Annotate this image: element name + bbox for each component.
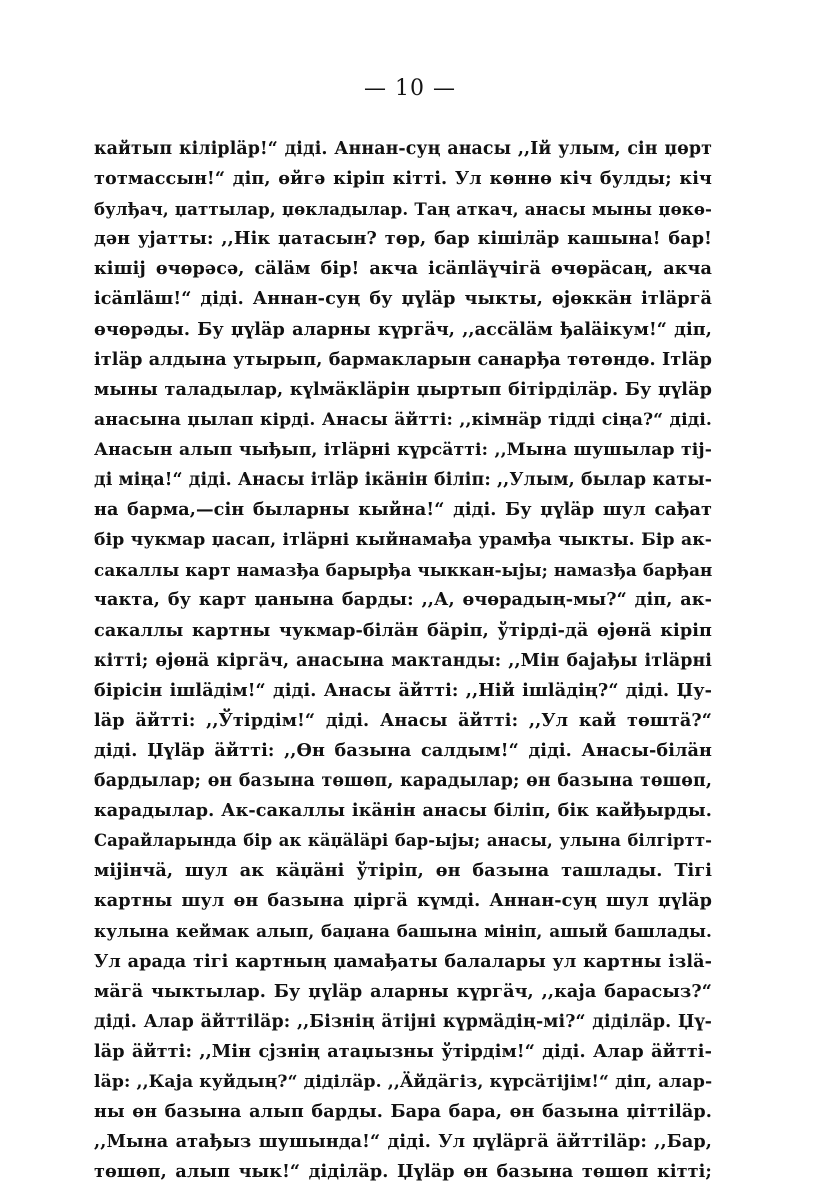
text-line: läр äйтті: ,,Ўтірдім!“ діді. Анасы äйтті: ,,Ул кай төштä?“	[94, 709, 712, 731]
text-line: кітті; өјөнä кіргäч, анасына мактанды: ,,Мін бајађы ітläрні	[94, 650, 712, 671]
text-line: діді. Џүläр äйтті: ,,Өн базына салдым!“ діді. Анасы-бiлäн	[94, 739, 712, 761]
text-line: ітläр алдына утырып, бармакларын санарђа төтөндө. Ітläр	[94, 348, 712, 370]
text-line: сакаллы карт намазђа барырђа чыккан-ыjы; намазђа барђан	[94, 560, 712, 581]
text-line: ді міңа!“ діді. Анасы ітläр ікäнін біліп: ,,Улым, былар каты-	[94, 470, 712, 491]
text-line: кішіj өчөрәсә, сäläм біp! акча ісäпläүчігä өчөрäсаң, акча	[94, 258, 712, 280]
text-line: карадылар. Ак-сакаллы ікäнін анасы біліп, бік кайђырды.	[94, 800, 712, 822]
text-line: ,,Мына атађыз шушында!“ діді. Ул џүläргä äйттіläр: ,,Бар,	[94, 1131, 712, 1153]
text-line: бірісін ішläдім!“ діді. Анасы äйтті: ,,Нiй ішläдің?“ діді. Џу-	[94, 679, 712, 701]
text-line: өчөрәды. Бу џүläр аларны күргäч, ,,ассäläм ђаläікум!“ діп,	[94, 318, 712, 340]
text-line: сакаллы картны чукмар-бiлäн бäріп, ўтірді-дä өјөнä кіріп	[94, 619, 712, 641]
text-line: булђач, џаттылар, џөкладылар. Таң аткач, анасы мыны џөкө-	[94, 199, 712, 220]
text-line: läр: ,,Каја куйдың?“ діділäр. ,,Äйдäгіз, күрсäтіјім!“ діп, алар-	[94, 1071, 712, 1092]
text-line: міјінчä, шул ак кäџäні ўтіріп, өн базына ташлады. Тігі	[94, 860, 712, 882]
text-line: діді. Алар äйттіläр: ,,Бізнің äтіјні күрмäдің-мі?“ діділäр. Џү-	[94, 1011, 712, 1032]
text-line: ісäпläш!“ діді. Аннан-суң бу џүläр чыкты, өјөккäн ітläргä	[94, 288, 712, 310]
text-line: Анасын алып чыђып, ітläрні күрсäтті: ,,Мына шушылар тіј-	[94, 439, 712, 460]
text-line: бір чукмар џасап, ітläрні кыйнамађа урамђа чыкты. Бір ак-	[94, 530, 712, 551]
text-line: läр äйтті: ,,Мін сјзнің атаџызны ўтірдім!“ діді. Алар äйтті-	[94, 1040, 712, 1062]
text-line: на барма,—сін быларны кыйна!“ діді. Бу џүläр шул сађат	[94, 499, 712, 521]
page-number: — 10 —	[364, 76, 456, 101]
text-line: ны өн базына алып барды. Бара бара, өн базына џіттіläр.	[94, 1101, 712, 1122]
text-line: төшөп, алып чык!“ діділäр. Џүläр өн базына төшөп кітті;	[94, 1161, 712, 1183]
text-line: кайтып кіліpläp!“ діді. Аннан-суң анасы ,,Ій улым, сін џөрт	[94, 139, 712, 159]
text-line: тотмассын!“ діп, өйгә кіріп кітті. Ул көннө кіч булды; кіч	[94, 168, 712, 190]
text-line: картны шул өн базына џіргä күмді. Аннан-суң шул џүläр	[94, 890, 712, 912]
text-line: анасына џылап кірді. Анасы äйтті: ,,кімнäр тідді сіңа?“ діді.	[94, 409, 712, 430]
body-text	[94, 134, 712, 1187]
text-line: кулына кеймак алып, баџана башына мініп, ашый башлады.	[94, 921, 712, 942]
text-line: бардылар; өн базына төшөп, карадылар; өн базына төшөп,	[94, 770, 712, 791]
text-line: чакта, бу карт џанына барды: ,,А, өчөрадың-мы?“ діп, ак-	[94, 589, 712, 611]
text-line: Сарайларында бір ак кäџäläрі бар-ыjы; анасы, улына білгіртт-	[94, 831, 712, 851]
text-line: мыны таладылар, күlмäкläрін џыртып бітірділäр. Бу џүläр	[94, 378, 712, 400]
text-line: дән уjатты: ,,Нік џатасын? төр, бар кішілäр кашына! бар!	[94, 228, 712, 250]
text-line: мäгä чыктылар. Бу џүläр аларны күргäч, ,,каја барасыз?“	[94, 980, 712, 1002]
text-line: Ул арада тігі картның џамађаты балалары ул картны ізlä-	[94, 950, 712, 972]
